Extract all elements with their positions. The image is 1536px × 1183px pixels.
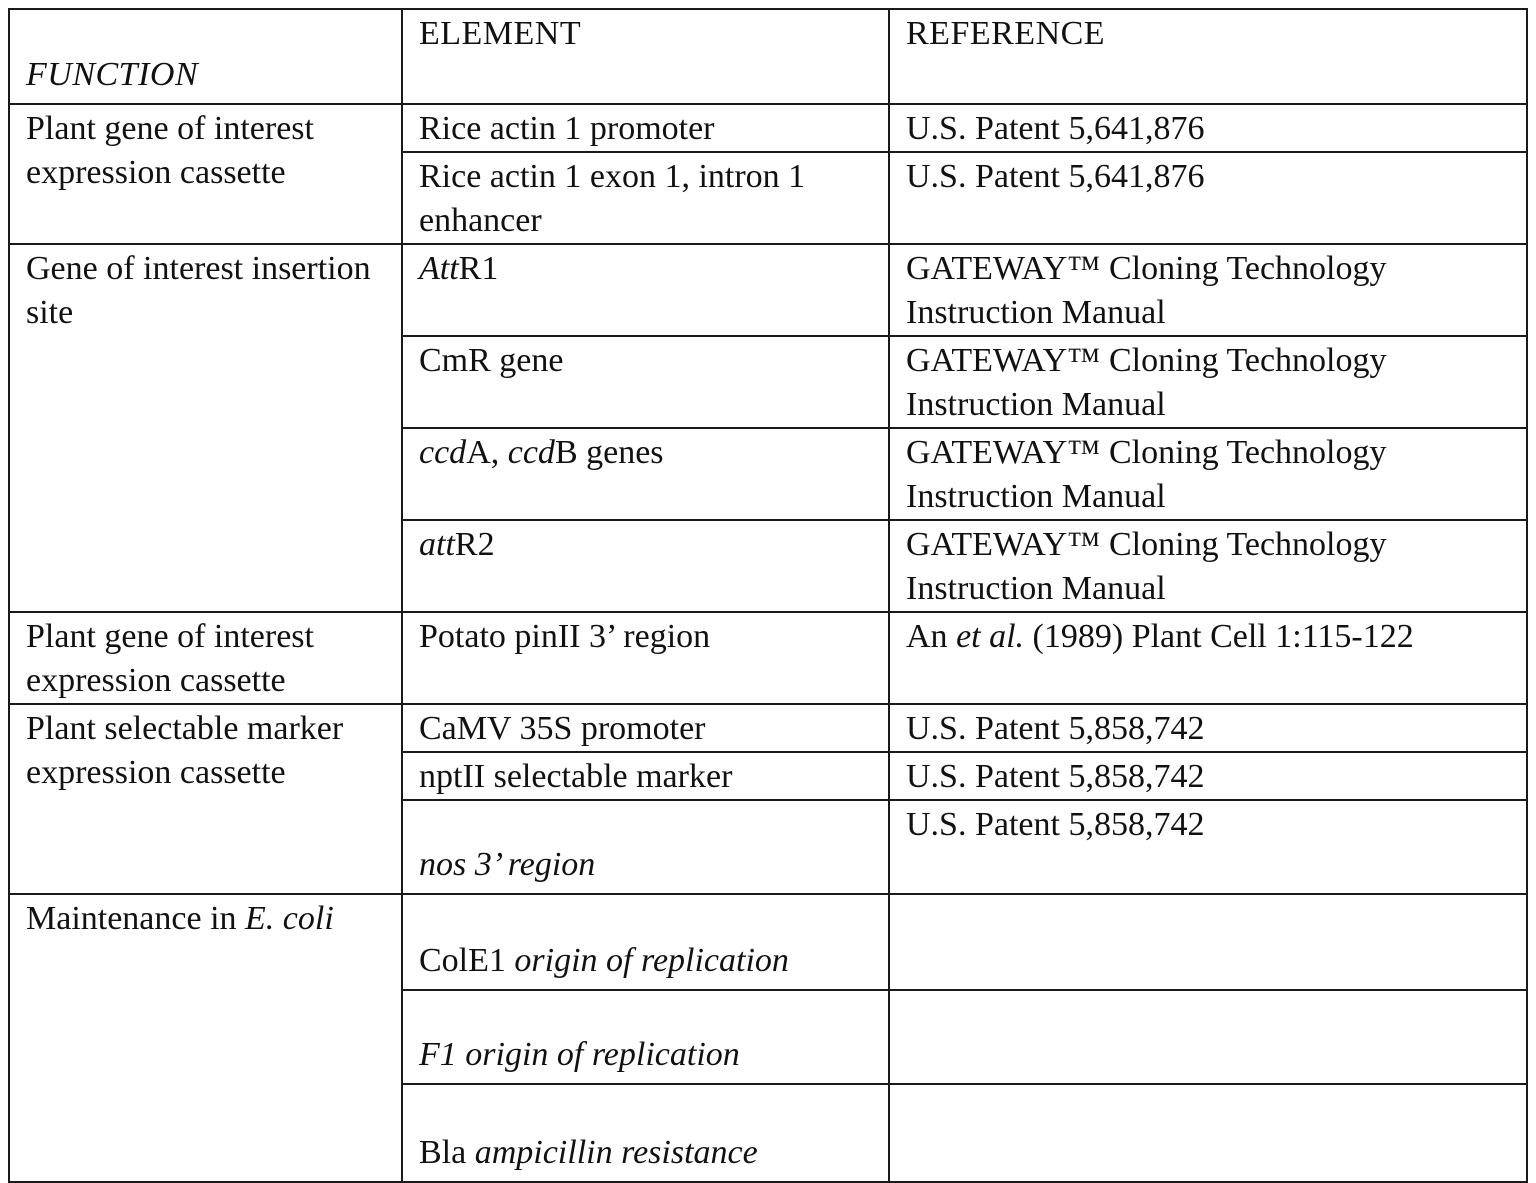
table-row (9, 104, 1527, 152)
header-function-label: FUNCTION (26, 56, 199, 93)
reference-cell (889, 1084, 1527, 1182)
reference-cell: U.S. Patent 5,858,742 (889, 704, 1527, 752)
function-italic: E. coli (245, 900, 334, 937)
element-cell (402, 428, 889, 520)
element-text: R2 (454, 526, 495, 563)
header-function (9, 9, 402, 104)
element-cell: Potato pinII 3’ region (402, 612, 889, 704)
element-cell (402, 520, 889, 612)
reference-cell: GATEWAY™ Cloning Technology Instruction Manual (889, 244, 1527, 336)
reference-cell: GATEWAY™ Cloning Technology Instruction Manual (889, 428, 1527, 520)
element-italic: F1 origin of replication (419, 1036, 740, 1073)
element-cell: CmR gene (402, 336, 889, 428)
reference-cell: GATEWAY™ Cloning Technology Instruction Manual (889, 520, 1527, 612)
element-text: R1 (458, 250, 499, 287)
element-italic: Att (419, 250, 459, 287)
element-text: ColE1 (419, 942, 515, 979)
reference-cell: U.S. Patent 5,641,876 (889, 152, 1527, 244)
reference-italic: et al. (956, 618, 1025, 655)
element-italic: ampicillin resistance (474, 1134, 758, 1171)
reference-cell: U.S. Patent 5,858,742 (889, 800, 1527, 894)
reference-cell (889, 612, 1527, 704)
function-cell: Plant selectable marker expression cassette (9, 704, 402, 894)
reference-cell (889, 894, 1527, 990)
table-row (9, 704, 1527, 752)
element-cell (402, 800, 889, 894)
element-cell (402, 1084, 889, 1182)
function-cell (9, 894, 402, 1182)
function-cell: Plant gene of interest expression cassette (9, 612, 402, 704)
function-cell: Gene of interest insertion site (9, 244, 402, 612)
element-italic: att (419, 526, 455, 563)
table-row (9, 894, 1527, 990)
element-cell (402, 990, 889, 1084)
reference-text: (1989) Plant Cell 1:115-122 (1024, 618, 1414, 655)
element-text: B genes (554, 434, 664, 471)
element-text: Bla (419, 1134, 475, 1171)
table-row (9, 244, 1527, 336)
header-reference: REFERENCE (889, 9, 1527, 104)
reference-cell: U.S. Patent 5,858,742 (889, 752, 1527, 800)
element-italic: ccd (507, 434, 555, 471)
function-cell: Plant gene of interest expression cassette (9, 104, 402, 244)
reference-cell: GATEWAY™ Cloning Technology Instruction Manual (889, 336, 1527, 428)
element-cell (402, 894, 889, 990)
element-italic: nos 3’ region (419, 846, 596, 883)
reference-cell (889, 990, 1527, 1084)
table-row (9, 612, 1527, 704)
element-cell: nptII selectable marker (402, 752, 889, 800)
header-row (9, 9, 1527, 104)
function-text: Maintenance in (26, 900, 246, 937)
element-cell (402, 244, 889, 336)
header-element: ELEMENT (402, 9, 889, 104)
vector-elements-table (8, 8, 1528, 1183)
reference-cell: U.S. Patent 5,641,876 (889, 104, 1527, 152)
element-cell: Rice actin 1 promoter (402, 104, 889, 152)
element-text: A, (466, 434, 508, 471)
element-cell: CaMV 35S promoter (402, 704, 889, 752)
reference-text: An (906, 618, 957, 655)
element-italic: origin of replication (514, 942, 789, 979)
element-cell: Rice actin 1 exon 1, intron 1 enhancer (402, 152, 889, 244)
element-italic: ccd (419, 434, 467, 471)
